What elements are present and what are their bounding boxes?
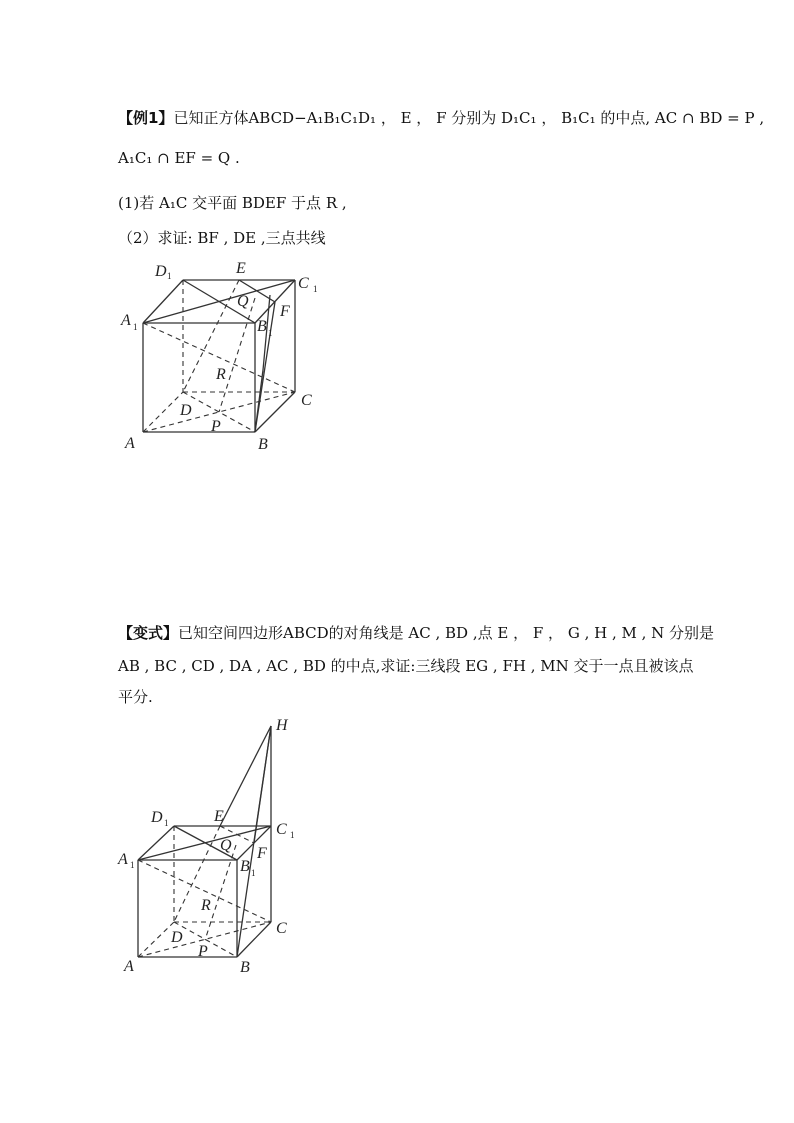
label-E: E — [236, 260, 246, 277]
edge-BC — [237, 922, 271, 957]
figure2-cube-diagram — [115, 710, 315, 975]
label-F: F — [257, 845, 267, 862]
example1-line2: A₁C₁ ∩ EF = Q . — [118, 149, 240, 167]
variant-line2: AB , BC , CD , DA , AC , BD 的中点,求证:三线段 EG , FH , MN 交于一点且被该点 — [118, 657, 694, 675]
label-A-lower: A — [125, 435, 135, 452]
example1-question2: （2）求证: BF , DE ,三点共线 — [118, 229, 326, 247]
label-A-lower: A — [124, 958, 134, 975]
label-D: D — [151, 809, 163, 826]
label-subscript: 1 — [133, 322, 138, 332]
label-subscript: 1 — [268, 328, 273, 338]
label-subscript: 1 — [251, 868, 256, 878]
label-subscript: 1 — [313, 284, 318, 294]
label-B-lower: B — [240, 959, 250, 975]
label-B: B — [240, 858, 250, 875]
example1-line1 — [118, 108, 764, 128]
label-Q: Q — [220, 837, 232, 854]
label-E: E — [214, 808, 224, 825]
variant-tag: 【变式】 — [118, 624, 179, 642]
label-C-lower: C — [301, 392, 312, 409]
edge-AD-hidden — [143, 392, 183, 432]
variant-line3: 平分. — [118, 688, 153, 706]
label-C: C — [298, 275, 309, 292]
label-A: A — [121, 312, 131, 329]
label-C-lower: C — [276, 920, 287, 937]
label-subscript: 1 — [130, 860, 135, 870]
label-D-lower: D — [180, 402, 192, 419]
label-Q: Q — [237, 293, 249, 310]
example1-question1: (1)若 A₁C 交平面 BDEF 于点 R , — [118, 194, 347, 212]
label-R: R — [216, 366, 226, 383]
label-subscript: 1 — [167, 271, 172, 281]
line-QP-hidden — [205, 845, 236, 940]
variant-text1: 已知空间四边形ABCD的对角线是 AC , BD ,点 E ， F ， G , H , M , N 分别是 — [178, 624, 715, 642]
example1-text1: 已知正方体ABCD−A₁B₁C₁D₁ ， E ， F 分别为 D₁C₁ ， B₁C₁ 的中点, AC ∩ BD = P , — [173, 109, 765, 127]
label-subscript: 1 — [164, 818, 169, 828]
edge-A1D1 — [143, 280, 183, 323]
label-F: F — [280, 303, 290, 320]
label-C: C — [276, 821, 287, 838]
edge-BC — [255, 392, 295, 432]
label-subscript: 1 — [290, 830, 295, 840]
example1-tag: 【例1】 — [118, 109, 174, 127]
variant-line1 — [118, 623, 714, 643]
label-B-lower: B — [258, 436, 268, 453]
label-B: B — [257, 318, 267, 335]
label-R: R — [201, 897, 211, 914]
label-A: A — [118, 851, 128, 868]
figure1-cube-diagram — [115, 255, 330, 455]
label-D-lower: D — [171, 929, 183, 946]
label-P: P — [198, 943, 208, 960]
label-H: H — [276, 717, 288, 734]
label-D: D — [155, 263, 167, 280]
line-QP-hidden — [219, 298, 255, 412]
label-P: P — [211, 418, 221, 435]
